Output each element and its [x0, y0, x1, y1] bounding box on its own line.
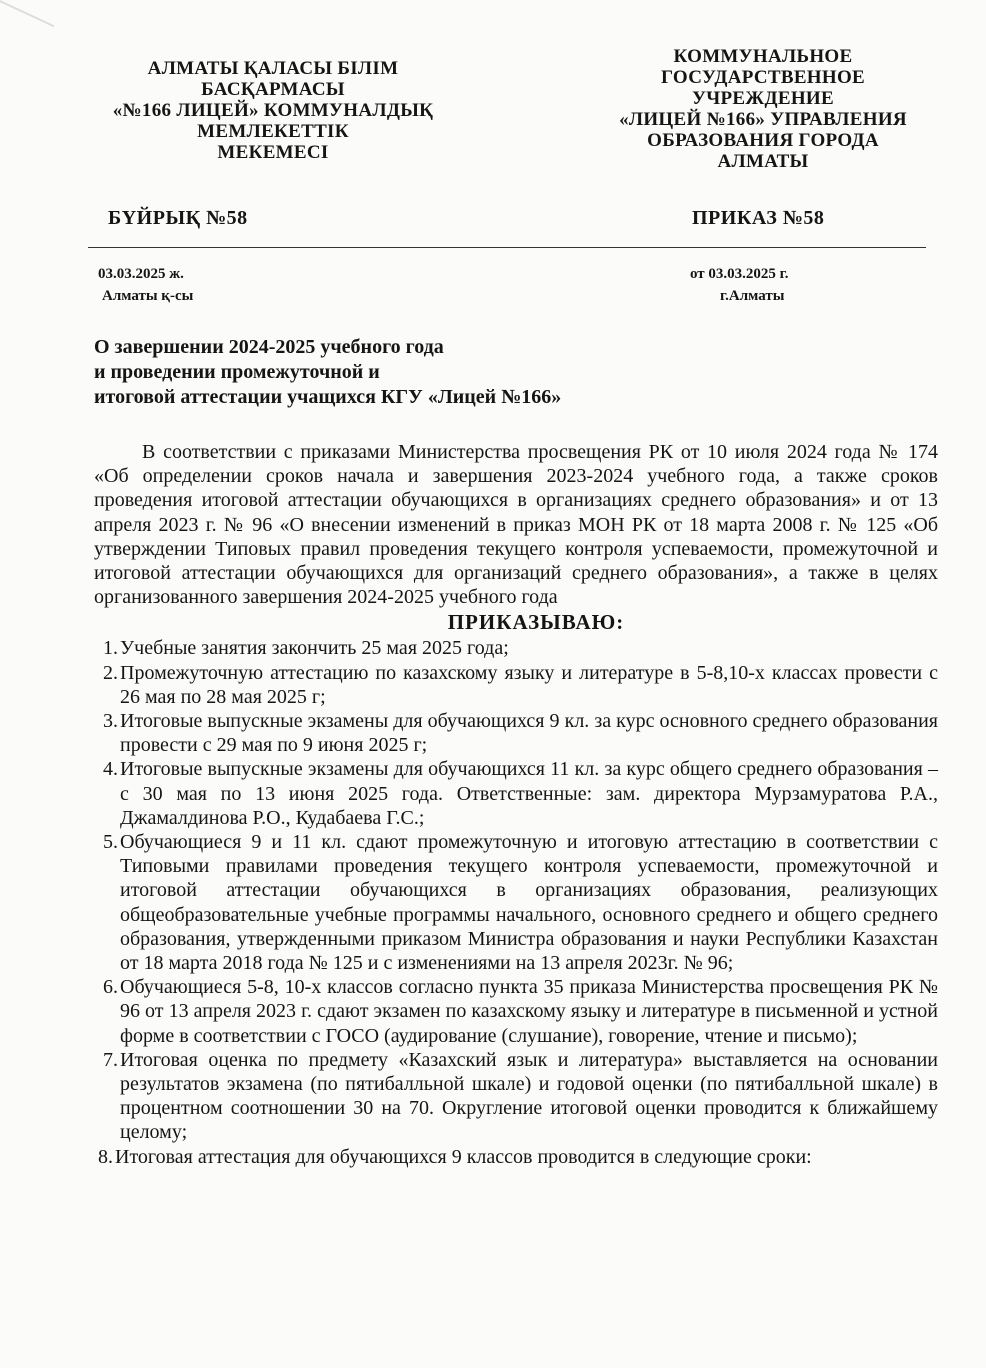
- list-item: [94, 975, 938, 1048]
- list-item: [94, 661, 938, 709]
- title-line: итоговой аттестации учащихся КГУ «Лицей №166»: [94, 386, 562, 408]
- date-place-ru: [690, 263, 789, 307]
- order-number-kz: БҮЙРЫҚ №58: [108, 207, 248, 229]
- header-kz-institution: [98, 58, 448, 163]
- header-divider: [88, 247, 926, 248]
- item-text: Учебные занятия закончить 25 мая 2025 года;: [120, 637, 509, 660]
- item-number: 2.: [103, 661, 118, 684]
- header-ru-institution: [598, 46, 928, 172]
- list-item: [94, 830, 938, 975]
- header-kz-line: МЕМЛЕКЕТТІК: [197, 121, 349, 142]
- item-text: Итоговые выпускные экзамены для обучающихся 9 кл. за курс основного среднего образования провести с 29 мая по 9 июня 2025 г;: [120, 710, 938, 757]
- header-ru-line: АЛМАТЫ: [717, 151, 809, 172]
- header-kz-line: БАСҚАРМАСЫ: [201, 79, 345, 100]
- order-date-ru: от 03.03.2025 г.: [690, 266, 789, 282]
- header-kz-line: МЕКЕМЕСІ: [217, 142, 329, 163]
- page-fold-mark: [0, 0, 54, 54]
- header-kz-line: «№166 ЛИЦЕЙ» КОММУНАЛДЫҚ: [112, 100, 434, 121]
- decree-heading: ПРИКАЗЫВАЮ:: [447, 610, 625, 635]
- item-number: 1.: [103, 637, 118, 660]
- document-title: [94, 335, 561, 410]
- item-number: 3.: [103, 710, 118, 733]
- date-place-kz: [98, 263, 193, 307]
- item-number: 5.: [103, 831, 118, 854]
- list-item: [94, 1048, 938, 1145]
- item-text: Обучающиеся 9 и 11 кл. сдают промежуточную и итоговую аттестацию в соответствии с Типовыми правилами проведения текущего контроля успеваемости, промежуточной и итоговой аттестации обучающихся в организациях образования, реализующих общеобразовательные учебные программы начального, основного среднего и общего среднего образования, утвержденными приказом Министра образования и науки Республики Казахстан от 18 марта 2018 года № 125 и с изменениями на 13 апреля 2023г. № 96;: [120, 831, 938, 975]
- order-city-kz: Алматы қ-сы: [102, 288, 194, 304]
- item-text: Итоговая аттестация для обучающихся 9 классов проводится в следующие сроки:: [115, 1145, 812, 1168]
- title-line: и проведении промежуточной и: [94, 361, 380, 383]
- item-text: Итоговая оценка по предмету «Казахский язык и литература» выставляется на основании результатов экзамена (по пятибалльной шкале) и годовой оценки (по пятибалльной шкале) в процентном соотношении 30 на 70. Округление итоговой оценки проводится к ближайшему целому;: [120, 1048, 938, 1144]
- item-number: 6.: [103, 976, 118, 999]
- order-items-list: [94, 636, 938, 1168]
- item-text: Итоговые выпускные экзамены для обучающихся 11 кл. за курс общего среднего образования – с 30 мая по 13 июня 2025 года. Ответственные: зам. директора Мурзамуратова Р.А., Джамалдинова Р.О., Кудабаева Г.С.;: [120, 758, 938, 829]
- item-number: 8.: [98, 1145, 113, 1168]
- item-number: 4.: [103, 758, 118, 781]
- list-item: [94, 636, 938, 660]
- title-line: О завершении 2024-2025 учебного года: [94, 336, 444, 358]
- order-date-kz: 03.03.2025 ж.: [98, 266, 184, 282]
- header-ru-line: «ЛИЦЕЙ №166» УПРАВЛЕНИЯ: [619, 109, 907, 130]
- list-item: [94, 1145, 938, 1169]
- list-item: [94, 709, 938, 757]
- preamble-paragraph: В соответствии с приказами Министерства просвещения РК от 10 июля 2024 года № 174 «Об определении сроков начала и завершения 2023-2024 учебного года, а также сроков проведения итоговой аттестации обучающихся в организациях среднего образования» и от 13 апреля 2023 г. № 96 «О внесении изменений в приказ МОН РК от 18 марта 2008 г. № 125 «Об утверждении Типовых правил проведения текущего контроля успеваемости, промежуточной и итоговой аттестации обучающихся для организаций среднего образования», а также в целях организованного завершения 2024-2025 учебного года: [94, 441, 938, 609]
- header-ru-line: КОММУНАЛЬНОЕ: [673, 46, 853, 67]
- item-text: Промежуточную аттестацию по казахскому языку и литературе в 5-8,10-х классах провести с 26 мая по 28 мая 2025 г;: [120, 661, 938, 708]
- item-number: 7.: [103, 1048, 118, 1071]
- document-body: [94, 440, 938, 1169]
- item-text: Обучающиеся 5-8, 10-х классов согласно пункта 35 приказа Министерства просвещения РК № 96 от 13 апреля 2023 г. сдают экзамен по казахскому языку и литературе в письменной и устной форме в соответствии с ГОСО (аудирование (слушание), говорение, чтение и письмо);: [120, 976, 938, 1047]
- order-city-ru: г.Алматы: [720, 288, 785, 304]
- header-kz-line: АЛМАТЫ ҚАЛАСЫ БІЛІМ: [147, 58, 399, 79]
- header-ru-line: ОБРАЗОВАНИЯ ГОРОДА: [647, 130, 879, 151]
- header-ru-line: ГОСУДАРСТВЕННОЕ: [661, 67, 865, 88]
- list-item: [94, 757, 938, 830]
- header-ru-line: УЧРЕЖДЕНИЕ: [692, 88, 834, 109]
- order-number-ru: ПРИКАЗ №58: [692, 207, 825, 229]
